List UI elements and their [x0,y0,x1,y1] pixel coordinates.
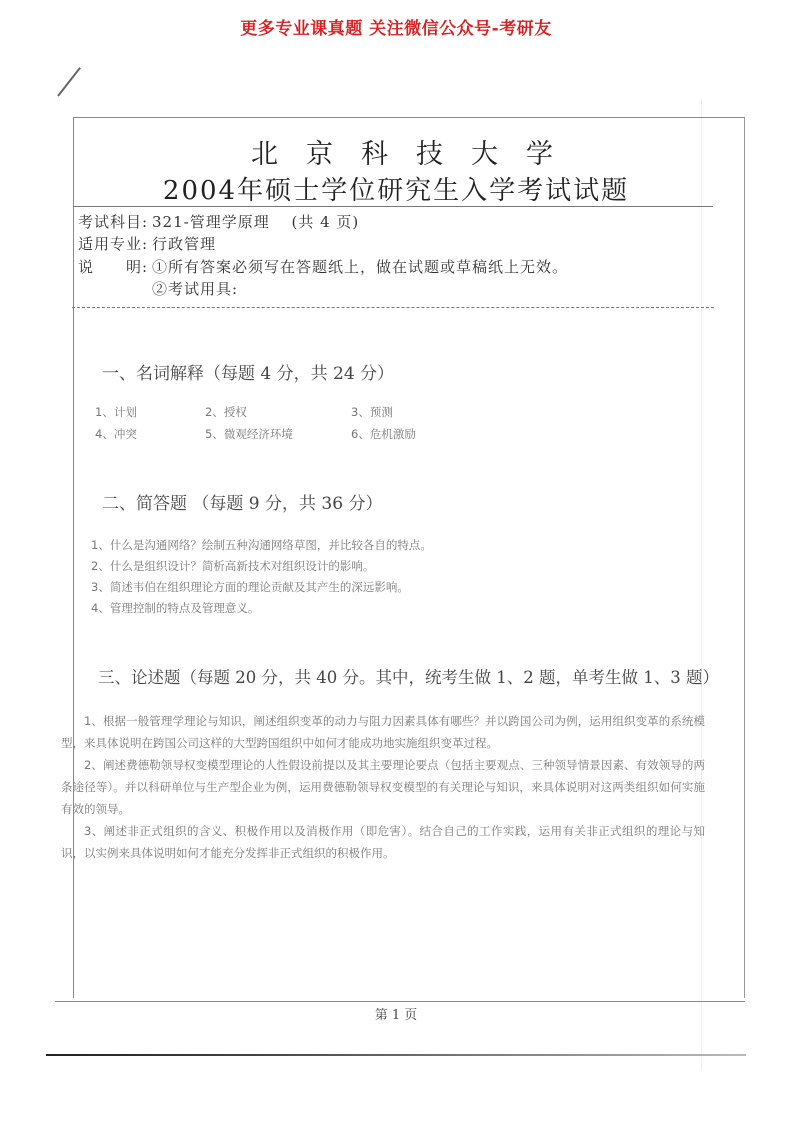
major-line [78,233,216,254]
university-name: 北京科技大学 [251,139,581,170]
short-answer-list [91,537,432,621]
promo-banner: 更多专业课真题 关注微信公众号-考研友 [240,19,552,39]
term-item: 2、授权 [205,405,247,419]
question-item: 2、什么是组织设计？简析高新技术对组织设计的影响。 [91,559,375,573]
term-item: 5、微观经济环境 [205,427,293,441]
subject-value: 321-管理学原理 (共 4 页) [152,213,360,231]
term-item: 4、冲突 [95,427,137,441]
frame-bottom-line [55,1001,745,1002]
term-list [95,404,595,448]
question-item: 3、简述韦伯在组织理论方面的理论贡献及其产生的深远影响。 [91,580,409,594]
essay-item: 1、根据一般管理学理论与知识，阐述组织变革的动力与阻力因素具体有哪些？并以跨国公司为例，运用组织变革的系统模型，来具体说明在跨国公司这样的大型跨国组织中如何才能成功地实施组织变革过程。 [61,714,705,750]
note-2: ②考试用具: [152,280,239,298]
question-item: 4、管理控制的特点及管理意义。 [91,601,260,615]
term-item: 3、预测 [351,405,393,419]
question-item: 1、什么是沟通网络？绘制五种沟通网络草图，并比较各自的特点。 [91,538,432,552]
pen-mark-decoration [57,67,81,97]
section-3-heading: 三、论述题（每题 20 分，共 40 分。其中，统考生做 1、2 题，单考生做 1、3 题） [98,668,719,687]
notes-line [78,256,568,277]
essay-list [61,710,705,864]
notes-label: 说 明: [78,258,149,276]
major-label: 适用专业: [78,235,149,253]
essay-item: 2、阐述费德勒领导权变模型理论的人性假设前提以及其主要理论要点（包括主要观点、三种领导情景因素、有效领导的两条途径等）。并以科研单位与生产型企业为例，运用费德勒领导权变模型的有关理论与知识，来具体说明对这两类组织如何实施有效的领导。 [61,758,705,816]
major-value: 行政管理 [152,235,217,253]
note-1: ①所有答案必须写在答题纸上，做在试题或草稿纸上无效。 [152,258,569,276]
title-divider [73,206,713,207]
essay-item: 3、阐述非正式组织的含义、积极作用以及消极作用（即危害）。结合自己的工作实践，运用有关非正式组织的理论与知识，以实例来具体说明如何才能充分发挥非正式组织的积极作用。 [61,824,705,860]
subject-line [78,211,359,232]
subject-label: 考试科目: [78,213,149,231]
term-item: 1、计划 [95,405,137,419]
exam-title: 2004年硕士学位研究生入学考试试题 [162,176,630,206]
scan-bottom-edge [46,1054,746,1056]
term-item: 6、危机激励 [351,427,416,441]
section-2-heading: 二、简答题 （每题 9 分，共 36 分） [102,494,383,514]
section-1-heading: 一、名词解释（每题 4 分，共 24 分） [102,364,395,384]
page-number: 第 1 页 [374,1008,418,1023]
dashed-divider [72,307,714,308]
